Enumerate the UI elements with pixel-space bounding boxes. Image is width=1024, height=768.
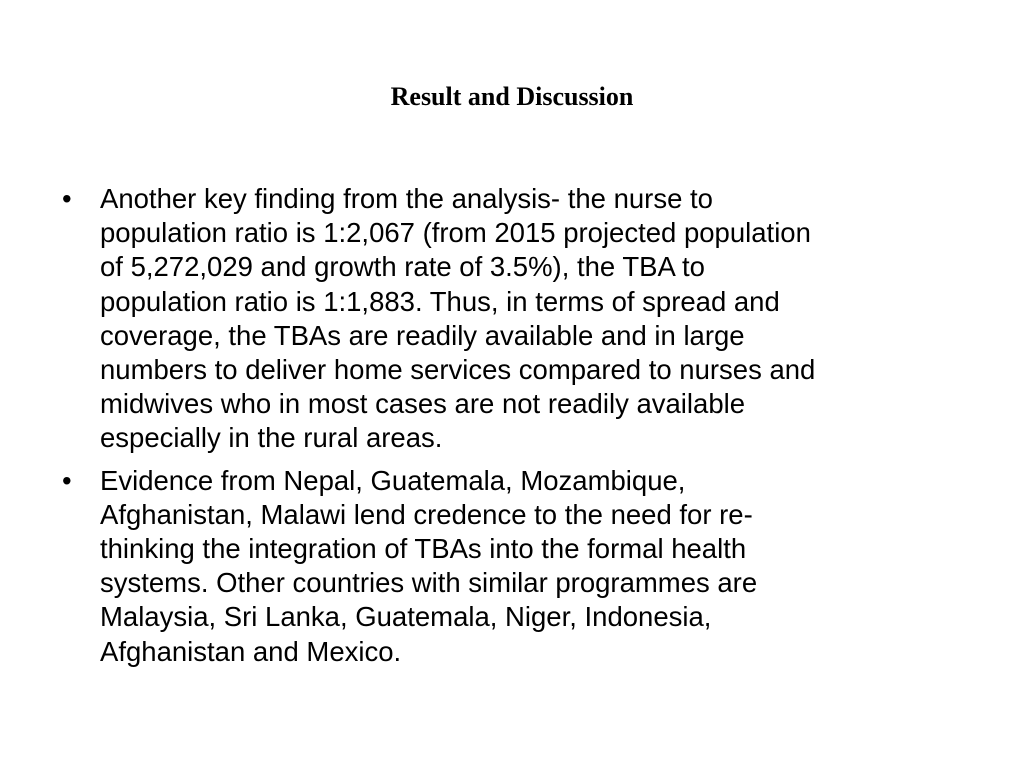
bullet-dot-icon: • (62, 464, 72, 496)
bullet-list (62, 182, 972, 677)
bullet-text-line: Evidence from Nepal, Guatemala, Mozambique, (100, 464, 686, 496)
bullet-text-line: thinking the integration of TBAs into the formal health (100, 533, 747, 565)
bullet-text-line: population ratio is 1:2,067 (from 2015 projected population (100, 217, 811, 249)
bullet-text-line: population ratio is 1:1,883. Thus, in terms of spread and (100, 285, 780, 317)
bullet-text-line: of 5,272,029 and growth rate of 3.5%), the TBA to (100, 251, 705, 283)
bullet-text-line: especially in the rural areas. (100, 422, 443, 454)
slide-title: Result and Discussion (390, 82, 634, 111)
bullet-text-line: midwives who in most cases are not readily available (100, 388, 746, 420)
bullet-item-nurse-ratio (62, 182, 972, 456)
bullet-dot-icon: • (62, 183, 72, 214)
bullet-text-line: Afghanistan and Mexico. (100, 635, 402, 667)
bullet-item-evidence (62, 464, 972, 669)
bullet-text-line: coverage, the TBAs are readily available and in large (100, 319, 745, 351)
bullet-text-line: numbers to deliver home services compared to nurses and (100, 354, 816, 386)
bullet-text-line: Another key finding from the analysis- the nurse to (100, 183, 713, 214)
bullet-text-line: systems. Other countries with similar programmes are (100, 567, 758, 599)
bullet-text-line: Afghanistan, Malawi lend credence to the need for re- (100, 498, 753, 530)
bullet-text-line: Malaysia, Sri Lanka, Guatemala, Niger, Indonesia, (100, 601, 712, 633)
